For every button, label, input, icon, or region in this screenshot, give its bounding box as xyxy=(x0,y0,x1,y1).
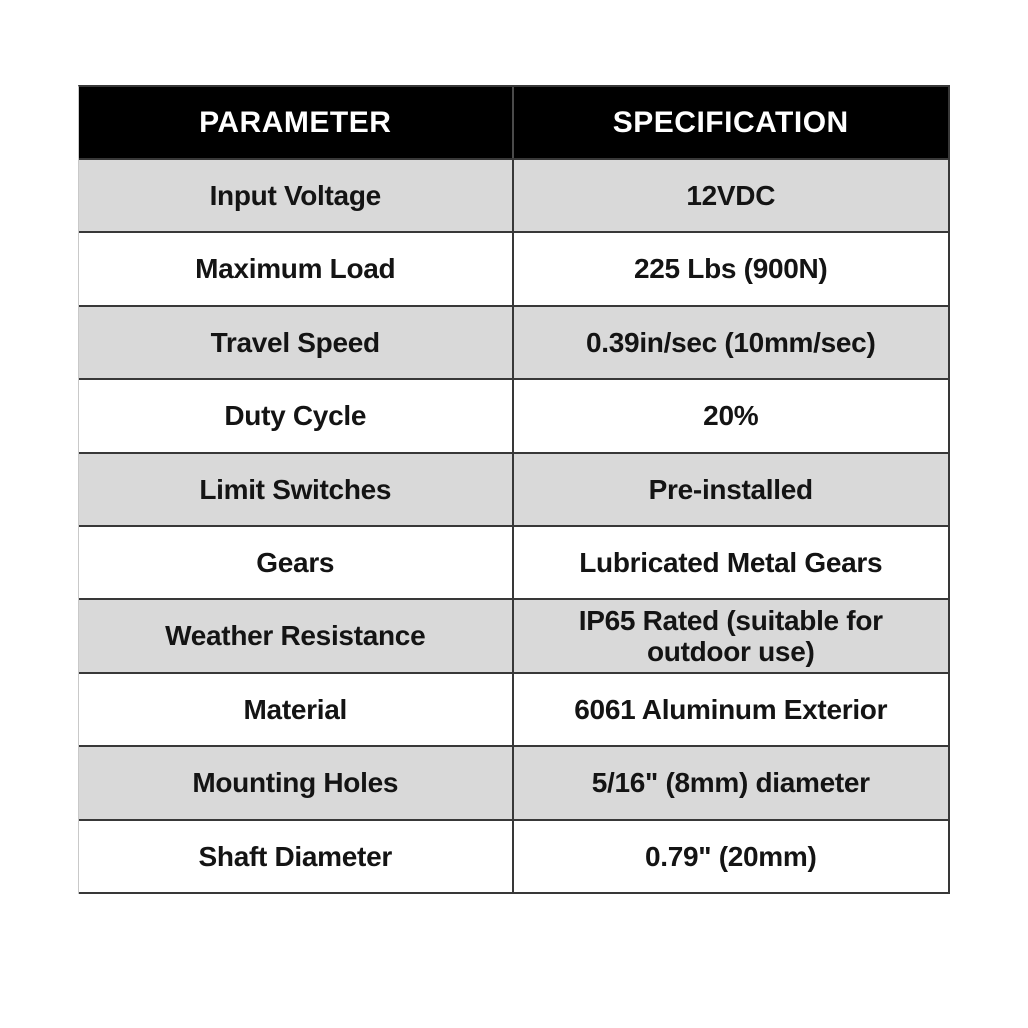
table-row xyxy=(79,747,948,820)
parameter-cell: Mounting Holes xyxy=(79,747,514,818)
table-row xyxy=(79,674,948,747)
table-row xyxy=(79,233,948,306)
table-row xyxy=(79,160,948,233)
parameter-cell: Travel Speed xyxy=(79,307,514,378)
specification-cell: 0.79" (20mm) xyxy=(644,840,817,872)
parameter-cell: Material xyxy=(79,674,514,745)
specification-cell: 6061 Aluminum Exterior xyxy=(574,693,888,725)
header-specification: SPECIFICATION xyxy=(612,105,849,139)
parameter-cell: Weather Resistance xyxy=(79,600,514,671)
parameter-cell: Shaft Diameter xyxy=(79,821,514,892)
table-row xyxy=(79,380,948,453)
table-row xyxy=(79,821,948,894)
table-row xyxy=(79,527,948,600)
parameter-cell: Limit Switches xyxy=(79,454,514,525)
specification-cell: 12VDC xyxy=(686,180,776,212)
parameter-cell: Maximum Load xyxy=(79,233,514,304)
specification-cell: 20% xyxy=(703,400,759,432)
parameter-cell: Duty Cycle xyxy=(79,380,514,451)
header-parameter: PARAMETER xyxy=(79,87,514,158)
specification-cell: 0.39in/sec (10mm/sec) xyxy=(586,326,876,358)
table-row xyxy=(79,454,948,527)
specification-cell: 225 Lbs (900N) xyxy=(634,253,828,285)
specification-cell: IP65 Rated (suitable for outdoor use) xyxy=(578,604,883,668)
parameter-cell: Input Voltage xyxy=(79,160,514,231)
table-row xyxy=(79,307,948,380)
specification-table xyxy=(78,85,950,894)
specification-cell: 5/16" (8mm) diameter xyxy=(591,767,870,799)
table-header-row xyxy=(79,87,948,160)
specification-cell: Pre-installed xyxy=(648,473,813,505)
parameter-cell: Gears xyxy=(79,527,514,598)
table-row xyxy=(79,600,948,673)
specification-cell: Lubricated Metal Gears xyxy=(579,546,883,578)
